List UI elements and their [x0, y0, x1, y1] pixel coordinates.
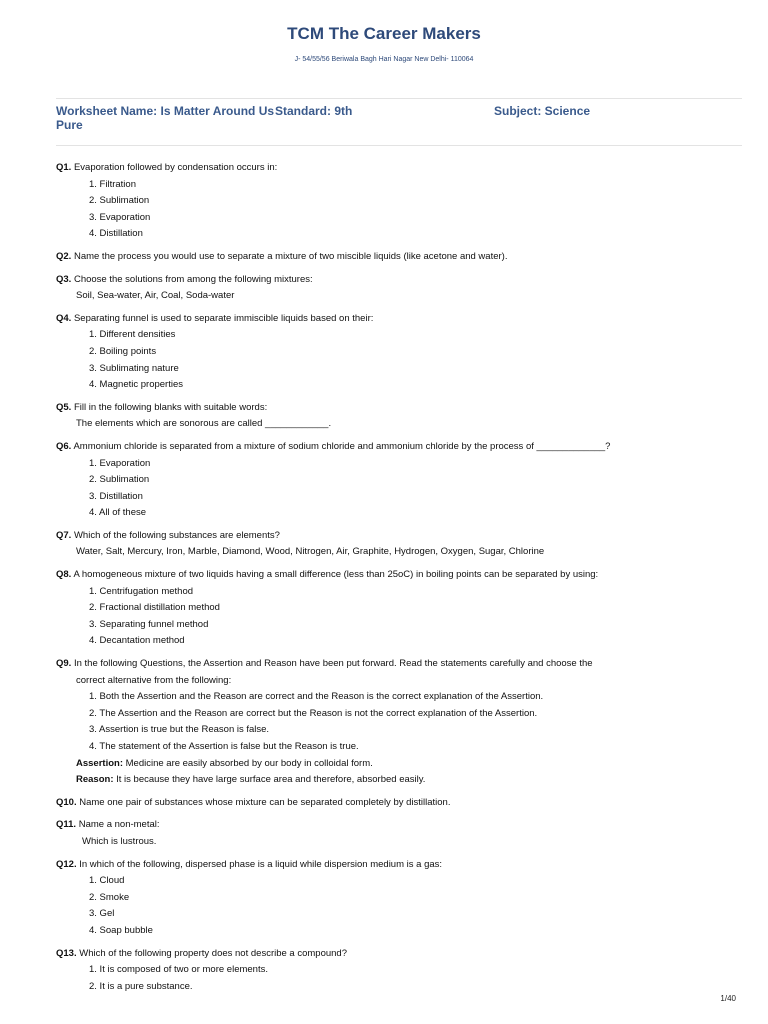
option: 2. Smoke — [89, 891, 130, 903]
divider-top — [56, 98, 742, 99]
question-text: Choose the solutions from among the following mixtures: — [73, 273, 313, 285]
option: 2. It is a pure substance. — [89, 980, 193, 992]
reason-label: Reason: — [76, 774, 114, 786]
question-number: Q13. — [56, 947, 77, 959]
option: 4. The statement of the Assertion is false but the Reason is true. — [89, 741, 359, 752]
question-subtext: Water, Salt, Mercury, Iron, Marble, Diamond, Wood, Nitrogen, Air, Graphite, Hydrogen, Oxygen, Sugar, Chlorine — [76, 546, 545, 558]
option: 3. Separating funnel method — [89, 618, 209, 630]
option: 4. Decantation method — [89, 635, 185, 647]
standard: Standard: 9th — [275, 104, 353, 118]
option: 4. Magnetic properties — [89, 379, 183, 391]
question-text: Separating funnel is used to separate immiscible liquids based on their: — [73, 312, 374, 324]
question-text: A homogeneous mixture of two liquids having a small difference (less than 25oC) in boiling points can be separated by using: — [73, 569, 599, 581]
assertion-text: Medicine are easily absorbed by our body in colloidal form. — [122, 757, 373, 769]
assertion-label: Assertion: — [76, 757, 123, 769]
question-text: In the following Questions, the Assertion and Reason have been put forward. Read the statements carefully and choose the — [73, 658, 593, 670]
question-number: Q5. — [56, 401, 72, 413]
option: 1. It is composed of two or more elements. — [89, 964, 268, 976]
question-3 — [56, 272, 742, 305]
reason-text: It is because they have large surface area and therefore, absorbed easily. — [113, 774, 426, 786]
question-4 — [56, 311, 742, 394]
question-text: Ammonium chloride is separated from a mixture of sodium chloride and ammonium chloride by the process of _____________? — [73, 440, 611, 452]
question-number: Q11. — [56, 819, 77, 831]
question-number: Q4. — [56, 312, 72, 324]
option: 1. Cloud — [89, 875, 125, 887]
question-number: Q1. — [56, 162, 72, 173]
address: J- 54/55/56 Beriwala Bagh Hari Nagar New Delhi- 110064 — [294, 56, 474, 63]
option: 1. Both the Assertion and the Reason are correct and the Reason is the correct explanation of the Assertion. — [89, 691, 544, 703]
question-subtext: The elements which are sonorous are called ____________. — [76, 418, 332, 430]
question-text: In which of the following, dispersed phase is a liquid while dispersion medium is a gas: — [79, 858, 443, 870]
question-2 — [56, 249, 742, 266]
question-number: Q12. — [56, 858, 77, 870]
option: 3. Distillation — [89, 490, 143, 502]
page-title: TCM The Career Makers — [287, 24, 481, 43]
question-6 — [56, 439, 742, 522]
option: 3. Assertion is true but the Reason is false. — [89, 724, 270, 736]
option: 4. Soap bubble — [89, 924, 153, 936]
question-text: Name the process you would use to separate a mixture of two miscible liquids (like acetone and water). — [73, 250, 508, 262]
question-subtext: Soil, Sea-water, Air, Coal, Soda-water — [76, 290, 235, 302]
option: 4. Distillation — [89, 228, 143, 240]
question-1 — [56, 160, 742, 243]
question-text: Which of the following substances are elements? — [73, 529, 280, 541]
question-number: Q8. — [56, 569, 72, 581]
question-8 — [56, 567, 742, 650]
assertion — [56, 756, 742, 773]
question-text: Name a non-metal: — [78, 819, 160, 831]
option: 2. Boiling points — [89, 345, 157, 357]
option: 3. Sublimating nature — [89, 362, 179, 374]
question-text: Name one pair of substances whose mixture can be separated completely by distillation. — [79, 796, 451, 808]
option: 2. Fractional distillation method — [89, 602, 220, 614]
worksheet-name: Worksheet Name: Is Matter Around Us Pure — [56, 104, 275, 132]
question-number: Q7. — [56, 529, 72, 541]
question-13 — [56, 946, 742, 996]
question-text: Fill in the following blanks with suitable words: — [73, 401, 268, 413]
option: 1. Filtration — [89, 178, 136, 190]
question-7 — [56, 528, 742, 561]
question-11 — [56, 817, 742, 850]
page-number: 1/40 — [720, 994, 736, 1003]
question-5 — [56, 400, 742, 433]
reason — [56, 772, 742, 789]
option: 1. Centrifugation method — [89, 585, 194, 597]
question-9 — [56, 656, 742, 789]
question-subtext: Which is lustrous. — [82, 835, 157, 847]
question-text: Which of the following property does not describe a compound? — [79, 947, 347, 959]
question-10 — [56, 795, 742, 812]
option: 2. Sublimation — [89, 474, 150, 486]
divider-bottom — [56, 145, 742, 146]
question-text-continued: correct alternative from the following: — [76, 674, 232, 686]
question-text: Evaporation followed by condensation occurs in: — [73, 162, 278, 173]
question-number: Q9. — [56, 658, 72, 670]
subject: Subject: Science — [494, 104, 591, 118]
option: 4. All of these — [89, 507, 147, 519]
option: 1. Different densities — [89, 329, 176, 341]
question-number: Q6. — [56, 440, 72, 452]
option: 1. Evaporation — [89, 457, 151, 469]
question-12 — [56, 857, 742, 940]
question-number: Q3. — [56, 273, 72, 285]
option: 3. Evaporation — [89, 211, 151, 223]
question-number: Q2. — [56, 250, 72, 262]
question-number: Q10. — [56, 796, 77, 808]
option: 3. Gel — [89, 908, 115, 920]
option: 2. Sublimation — [89, 195, 150, 207]
question-list — [56, 160, 742, 1001]
option: 2. The Assertion and the Reason are correct but the Reason is not the correct explanation of the Assertion. — [89, 707, 538, 719]
